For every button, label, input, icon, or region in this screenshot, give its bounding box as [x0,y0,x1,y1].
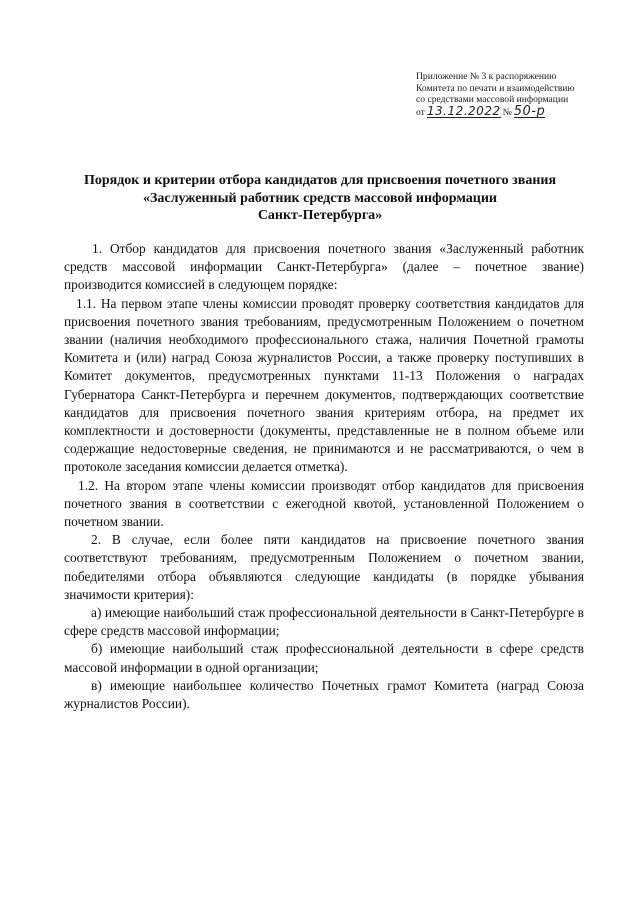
appendix-line-2: Комитета по печати и взаимодействию [416,82,575,94]
number-prefix: № [502,106,512,118]
paragraph-1: 1. Отбор кандидатов для присвоения почетного звания «Заслуженный работник средств массовой информации Санкт-Петербурга» (далее – почетное звание) производится комиссией в следующем порядке: [64,241,584,293]
appendix-line-3: со средствами массовой информации [416,94,569,105]
title-line-1: Порядок и критерии отбора кандидатов для присвоения почетного звания [83,173,557,188]
document-body [64,240,584,713]
handwritten-number: 50-р [513,103,546,119]
criterion-a: а) имеющие наибольший стаж профессиональной деятельности в Санкт-Петербурге в сфере средств массовой информации; [64,605,584,639]
date-prefix: от [416,106,425,118]
appendix-line-1: Приложение № 3 к распоряжению [416,71,557,82]
title-line-3: Санкт-Петербурга» [257,208,383,223]
paragraph-1-2: 1.2. На втором этапе члены комиссии производят отбор кандидатов для присвоения почетного звания в соответствии с ежегодной квотой, установленной Положением о почетном звании. [64,477,584,530]
document-title [40,172,600,225]
paragraph-2: 2. В случае, если более пяти кандидатов на присвоение почетного звания соответствуют требованиям, предусмотренным Положением о почетном звании, победителями отбора объявляются следующие кандидаты (в порядке убывания значимости критерия): [64,532,584,602]
title-line-2: «Заслуженный работник средств массовой информации [143,190,497,206]
date-number-row [416,103,616,119]
criterion-b: б) имеющие наибольший стаж профессиональной деятельности в сфере средств массовой информации в одной организации; [64,641,584,675]
paragraph-1-1: 1.1. На первом этапе члены комиссии проводят проверку соответствия кандидатов для присвоения почетного звания требованиям, предусмотренным Положением о почетном звании (наличия необходимого профессионального стажа, наличия Почетной грамоты Комитета и (или) наград Союза журналистов России, а также проверку поступивших в Комитет документов, предусмотренных пунктами 11-13 Положения о наградах Губернатора Санкт-Петербурга и перечнем документов, подтверждающих соответствие кандидатов для присвоения почетного звания критериям отбора, на предмет их комплектности и достоверности (документы, представленные не в полном объеме или содержащие недостоверные сведения, не принимаются и не рассматриваются, о чем в протоколе заседания комиссии делается отметка). [64,295,584,475]
handwritten-date: 13.12.2022 [426,103,501,118]
appendix-header [416,71,616,118]
criterion-c: в) имеющие наибольшее количество Почетных грамот Комитета (наград Союза журналистов России). [64,677,584,712]
